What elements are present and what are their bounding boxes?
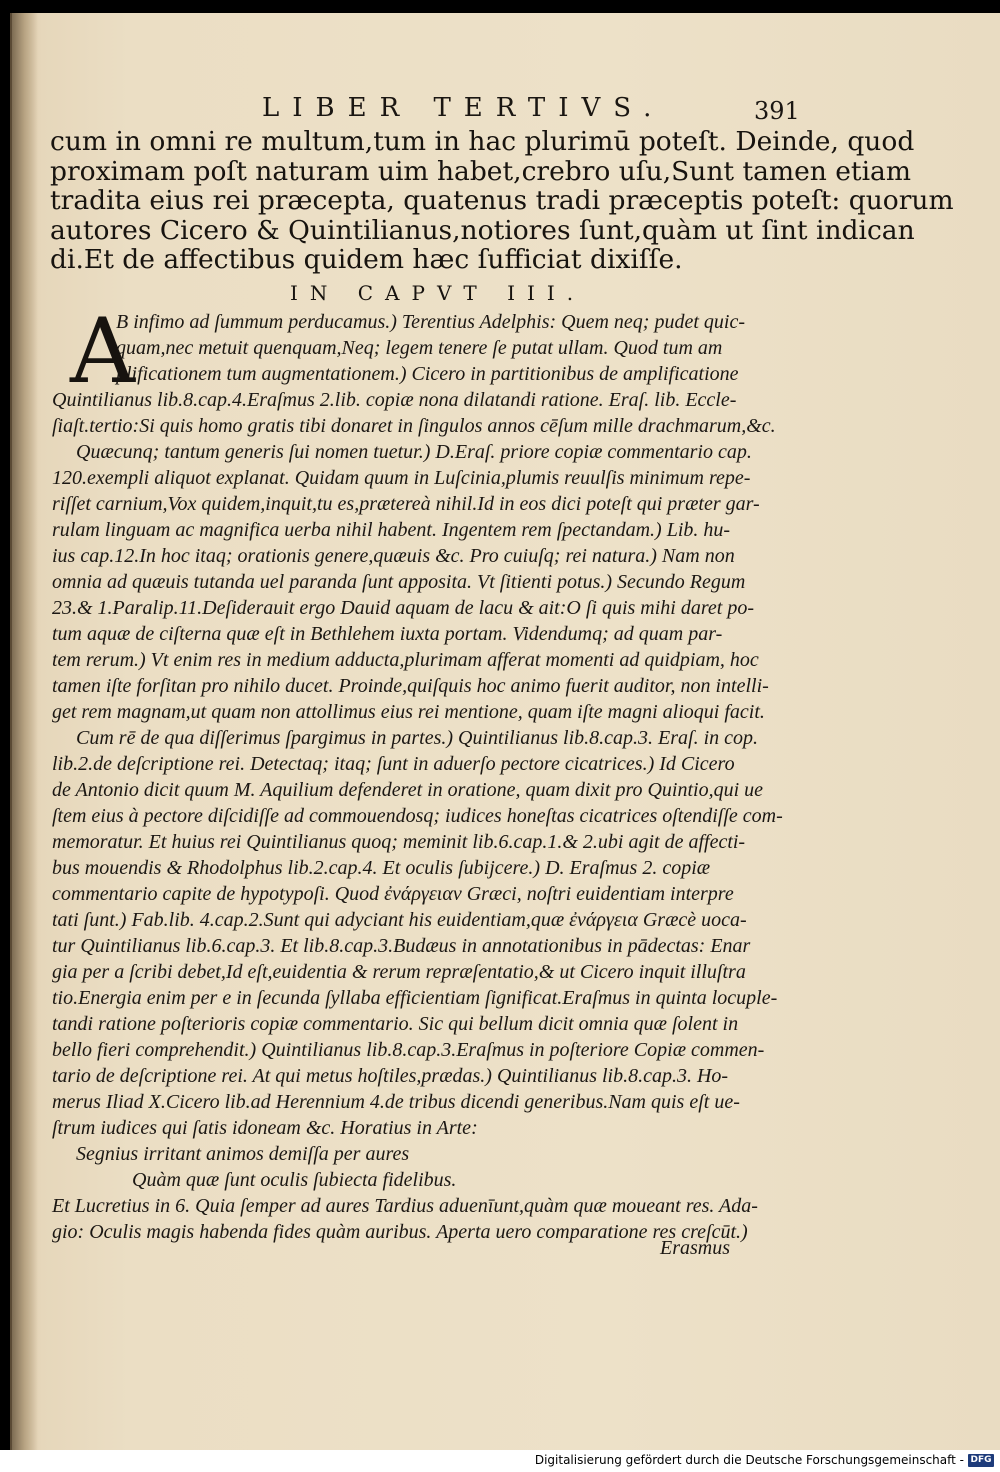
commentary-line: tur Quintilianus lib.6.cap.3. Et lib.8.cap.3.Budæus in annotationibus in pādectas: Enar <box>52 935 751 957</box>
dfg-logo[interactable]: DFG <box>968 1454 994 1467</box>
main-text-line: autores Cicero & Quintilianus,notiores ſunt,quàm ut ſint indican <box>50 214 915 246</box>
commentary-line: Quæcunq; tantum generis ſui nomen tuetur.) D.Eraſ. priore copiæ commentario cap. <box>76 441 752 463</box>
commentary-line: Et Lucretius in 6. Quia ſemper ad aures Tardius aduenīunt,quàm quæ moueant res. Ada- <box>52 1195 758 1217</box>
commentary-line: B infimo ad ſummum perducamus.) Terentius Adelphis: Quem neq; pudet quic- <box>116 311 745 333</box>
catchword: Erasmus <box>660 1237 731 1259</box>
commentary-line: riſſet carnium,Vox quidem,inquit,tu es,prætereà nihil.Id in eos dici poteſt qui præter gar- <box>52 493 760 515</box>
main-text-line: cum in omni re multum,tum in hac plurimū poteſt. Deinde, quod <box>50 126 915 157</box>
main-text-block <box>50 126 954 275</box>
commentary-line: bus mouendis & Rhodolphus lib.2.cap.4. Et oculis ſubijcere.) D. Eraſmus 2. copiæ <box>52 857 711 879</box>
running-head: LIBER TERTIVS. <box>262 93 665 123</box>
commentary-line: tati ſunt.) Fab.lib. 4.cap.2.Sunt qui adyciant his euidentiam,quæ ἐνάργεια Græcè uoca- <box>52 909 747 931</box>
main-text-line: tradita eius rei præcepta, quatenus tradi præceptis poteſt: quorum <box>50 185 954 216</box>
commentary-line: quam,nec metuit quenquam,Neq; legem tenere ſe putat ullam. Quod tum am <box>116 337 723 359</box>
commentary-line: tum aquæ de ciſterna quæ eſt in Bethlehem iuxta portam. Videndumq; ad quam par- <box>52 623 723 645</box>
commentary-line: bello fieri comprehendit.) Quintilianus lib.8.cap.3.Eraſmus in poſteriore Copiæ commen- <box>52 1039 765 1061</box>
footer-bar <box>0 1450 1000 1472</box>
commentary-line: gia per a ſcribi debet,Id eſt,euidentia & rerum repræſentatio,& ut Cicero inquit illuſtra <box>52 961 746 983</box>
commentary-line: rulam linguam ac magnifica uerba nihil habent. Ingentem rem ſpectandam.) Lib. hu- <box>52 519 731 541</box>
commentary-line: lib.2.de deſcriptione rei. Detectaq; itaq; ſunt in aduerſo pectore cicatrices.) Id Cicero <box>52 753 735 775</box>
commentary-line: ſtem eius à pectore diſcidiſſe ad commouendosq; iudices honeſtas cicatrices oſtendiſſe com- <box>52 805 783 827</box>
commentary-line: Cum rē de qua diſſerimus ſpargimus in partes.) Quintilianus lib.8.cap.3. Eraſ. in cop. <box>76 727 759 749</box>
commentary-line: de Antonio dicit quum M. Aquilium defenderet in oratione, quam dixit pro Quintio,qui ue <box>52 779 764 801</box>
commentary-line: ius cap.12.In hoc itaq; orationis genere,quæuis &c. Pro cuiuſq; rei natura.) Nam non <box>52 545 735 567</box>
verse-line: Segnius irritant animos demiſſa per aures <box>76 1143 410 1165</box>
book-page <box>10 13 1000 1450</box>
commentary-line: gio: Oculis magis habenda fides quàm auribus. Aperta uero comparatione res creſcūt.) <box>52 1221 748 1243</box>
page-number: 391 <box>754 97 800 125</box>
commentary-line: merus Iliad X.Cicero lib.ad Herennium 4.de tribus dicendi generibus.Nam quis eſt ue- <box>52 1091 740 1113</box>
commentary-line: tamen iſte forſitan pro nihilo ducet. Proinde,quiſquis hoc animo fuerit auditor, non intelli- <box>52 675 769 697</box>
commentary-line: tio.Energia enim per e in ſecunda ſyllaba efficientiam ſignificat.Eraſmus in quinta locuple- <box>52 987 778 1009</box>
commentary-line: 120.exempli aliquot explanat. Quidam quum in Luſcinia,plumis reuulſis minimum repe- <box>52 467 751 489</box>
commentary-line: memoratur. Et huius rei Quintilianus quoq; meminit lib.6.cap.1.& 2.ubi agit de affecti- <box>52 831 746 853</box>
verse-line: Quàm quæ ſunt oculis ſubiecta fidelibus. <box>132 1169 457 1191</box>
commentary-line: ſtrum iudices qui ſatis idoneam &c. Horatius in Arte: <box>52 1117 478 1139</box>
commentary-line: Quintilianus lib.8.cap.4.Eraſmus 2.lib. copiæ nona dilatandi ratione. Eraſ. lib. Eccle- <box>52 389 737 411</box>
commentary-line: plificationem tum augmentationem.) Cicero in partitionibus de amplificatione <box>116 363 739 385</box>
commentary-line: ſiaſt.tertio:Si quis homo gratis tibi donaret in ſingulos annos cēſum mille drachmarum,&c. <box>52 415 776 437</box>
commentary-line: get rem magnam,ut quam non attollimus eius rei mentione, quam iſte magni alioqui facit. <box>52 701 765 723</box>
commentary-line: omnia ad quæuis tutanda uel paranda ſunt apposita. Vt ſitienti potus.) Secundo Regum <box>52 571 746 593</box>
page-header <box>12 85 1000 125</box>
commentary-line: tandi ratione poſterioris copiæ commentario. Sic qui bellum dicit omnia quæ ſolent in <box>52 1013 739 1035</box>
drop-cap-initial: A <box>70 299 135 404</box>
commentary-line: 23.& 1.Paralip.11.Deſiderauit ergo Dauid aquam de lacu & ait:O ſi quis mihi daret po- <box>52 597 754 619</box>
commentary-line: tario de deſcriptione rei. At qui metus hoſtiles,prædas.) Quintilianus lib.8.cap.3. Ho- <box>52 1065 729 1087</box>
commentary-line: commentario capite de hypotypoſi. Quod ἐνάργειαν Græci, noſtri euidentiam interpre <box>52 883 734 905</box>
main-text-line: di.Et de affectibus quidem hæc ſufficiat dixiſſe. <box>50 244 683 275</box>
main-text-line: proximam poſt naturam uim habet,crebro uſu,Sunt tamen etiam <box>50 155 911 187</box>
commentary-line: tem rerum.) Vt enim res in medium adducta,plurimam afferat momenti ad quidpiam, hoc <box>52 649 759 671</box>
funding-notice: Digitalisierung gefördert durch die Deutsche Forschungsgemeinschaft - <box>534 1453 964 1467</box>
page-gutter-shadow <box>12 13 38 1450</box>
commentary-block <box>52 299 812 1245</box>
chapter-heading: IN CAPVT III. <box>290 281 586 305</box>
